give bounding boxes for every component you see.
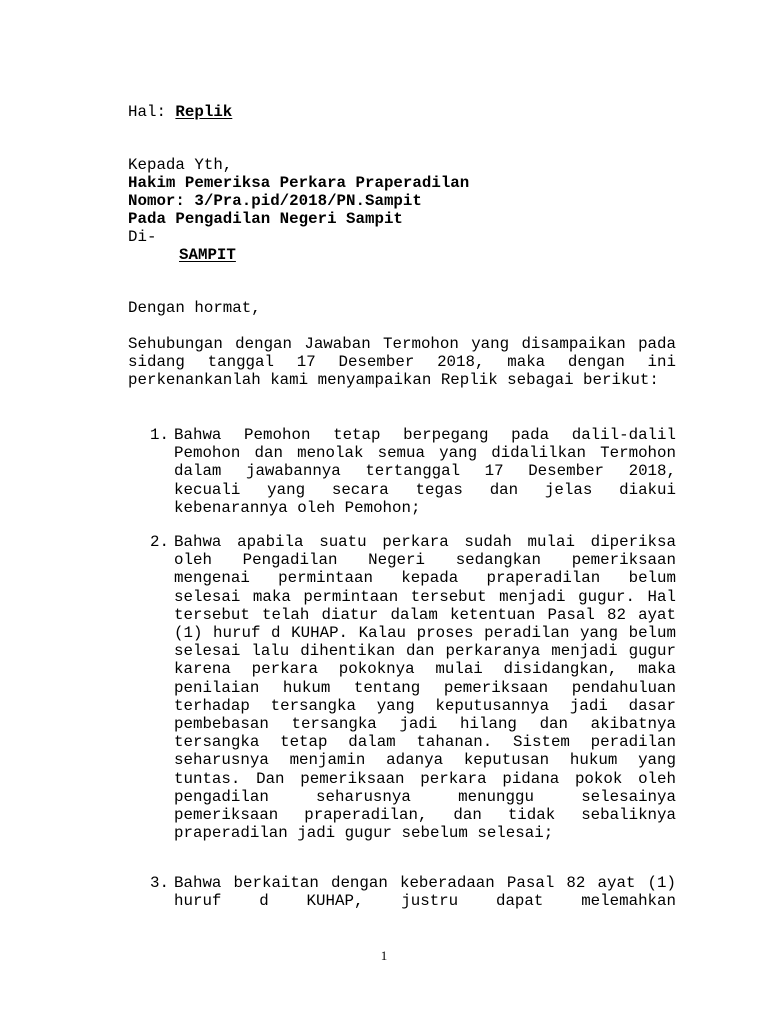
- subject-prefix: Hal:: [128, 103, 166, 121]
- list-item-number: 3.: [150, 874, 169, 892]
- list-item: [150, 533, 676, 842]
- greeting: Dengan hormat,: [128, 299, 261, 317]
- list-item: [150, 426, 676, 517]
- subject-title: Replik: [175, 103, 233, 121]
- addressee-di: Di-: [128, 228, 157, 246]
- intro-paragraph: Sehubungan dengan Jawaban Termohon yang disampaikan pada sidang tanggal 17 Desember 2018, maka dengan ini perkenankanlah kami menyampaikan Replik sebagai berikut:: [128, 335, 676, 389]
- list-item-number: 2.: [150, 533, 169, 551]
- addressee-salutation: Kepada Yth,: [128, 156, 233, 174]
- page-number: 1: [380, 948, 388, 963]
- list-item-text: Bahwa apabila suatu perkara sudah mulai diperiksa oleh Pengadilan Negeri sedangkan pemeriksaan mengenai permintaan kepada praperadilan belum selesai maka permintaan tersebut menjadi gugur. Hal tersebut telah diatur dalam ketentuan Pasal 82 ayat (1) huruf d KUHAP. Kalau proses peradilan yang belum selesai lalu dihentikan dan perkaranya menjadi gugur karena perkara pokoknya mulai disidangkan, maka penilaian hukum tentang pemeriksaan pendahuluan terhadap tersangka yang keputusannya jadi dasar pembebasan tersangka jadi hilang dan akibatnya tersangka tetap dalam tahanan. Sistem peradilan seharusnya menjamin adanya keputusan hukum yang tuntas. Dan pemeriksaan perkara pidana pokok oleh pengadilan seharusnya menunggu selesainya pemeriksaan praperadilan, dan tidak sebaliknya praperadilan jadi gugur sebelum selesai;: [174, 533, 676, 843]
- list-item-text: Bahwa berkaitan dengan keberadaan Pasal 82 ayat (1) huruf d KUHAP, justru dapat melemahkan: [174, 874, 676, 911]
- addressee-city: SAMPIT: [179, 246, 236, 264]
- list-item-number: 1.: [150, 426, 169, 444]
- list-item-text: Bahwa Pemohon tetap berpegang pada dalil-dalil Pemohon dan menolak semua yang didalilkan Termohon dalam jawabannya tertanggal 17 Desember 2018, kecuali yang secara tegas dan jelas diakui kebenarannya oleh Pemohon;: [174, 426, 676, 517]
- subject-line: [128, 103, 232, 121]
- addressee-court: Pada Pengadilan Negeri Sampit: [128, 210, 403, 228]
- addressee-case-number: Nomor: 3/Pra.pid/2018/PN.Sampit: [128, 192, 422, 210]
- addressee-judge: Hakim Pemeriksa Perkara Praperadilan: [128, 174, 470, 192]
- list-item: [150, 874, 676, 910]
